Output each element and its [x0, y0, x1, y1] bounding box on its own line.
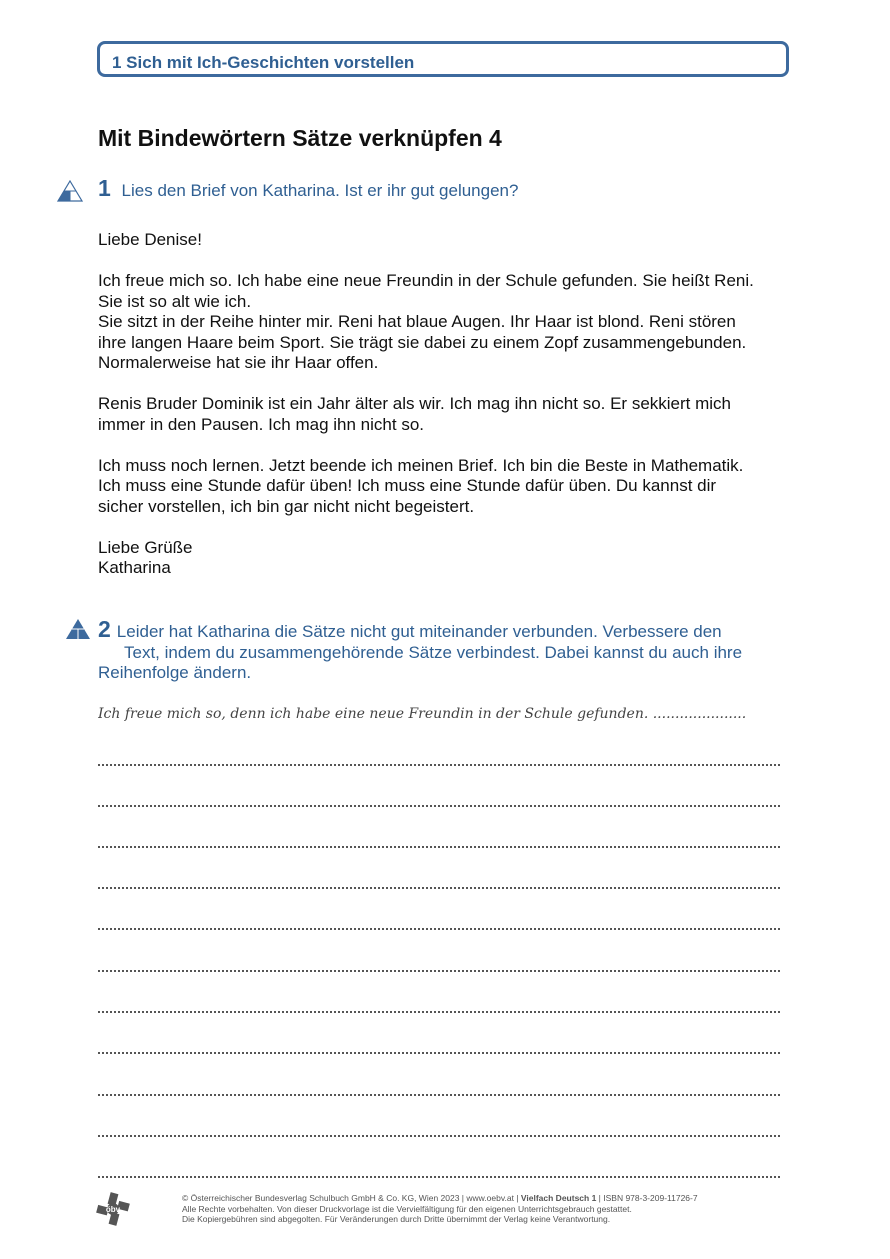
- letter-line: sicher vorstellen, ich bin gar nicht nicht begeistert.: [98, 496, 475, 516]
- letter: [98, 230, 798, 579]
- footer-rights: Alle Rechte vorbehalten. Von dieser Druckvorlage ist die Vervielfältigung für den eigenen Unterrichtsgebrauch gestattet.: [182, 1203, 632, 1214]
- letter-line: ihre langen Haare beim Sport. Sie trägt sie dabei zu einem Zopf zusammengebunden.: [98, 332, 747, 352]
- answer-line[interactable]: [98, 1176, 780, 1178]
- difficulty-level-2-icon: [65, 618, 91, 640]
- example-answer: Ich freue mich so, denn ich habe eine neue Freundin in der Schule gefunden. .....................: [98, 706, 747, 722]
- answer-line[interactable]: [98, 764, 780, 766]
- footer: [182, 1193, 698, 1225]
- letter-line: Sie sitzt in der Reihe hinter mir. Reni hat blaue Augen. Ihr Haar ist blond. Reni stören: [98, 312, 736, 331]
- letter-line: Ich freue mich so. Ich habe eine neue Freundin in der Schule gefunden. Sie heißt Reni.: [98, 271, 754, 290]
- answer-line[interactable]: [98, 970, 780, 972]
- letter-line: Sie ist so alt wie ich.: [98, 291, 252, 311]
- letter-signature: Katharina: [98, 558, 171, 577]
- footer-copyright: © Österreichischer Bundesverlag Schulbuch GmbH & Co. KG, Wien 2023 | www.oebv.at |: [182, 1193, 521, 1203]
- task-2-instruction-line-3: Reihenfolge ändern.: [98, 663, 252, 682]
- letter-closing: [98, 538, 798, 579]
- letter-line: Ich muss eine Stunde dafür üben! Ich muss eine Stunde dafür üben. Du kannst dir: [98, 476, 717, 495]
- chapter-title: 1 Sich mit Ich-Geschichten vorstellen: [112, 53, 415, 72]
- letter-greeting: Liebe Denise!: [98, 230, 202, 249]
- task-2-number: 2: [98, 616, 111, 642]
- answer-line[interactable]: [98, 887, 780, 889]
- task-1-number: 1: [98, 175, 111, 201]
- task-2-instruction-line-2: Text, indem du zusammengehörende Sätze verbindest. Dabei kannst du auch ihre: [124, 642, 743, 662]
- task-1-instruction: Lies den Brief von Katharina. Ist er ihr gut gelungen?: [121, 181, 519, 200]
- answer-line[interactable]: [98, 1052, 780, 1054]
- answer-line[interactable]: [98, 805, 780, 807]
- chapter-header: [97, 41, 789, 77]
- oebv-logo-icon: [96, 1192, 130, 1226]
- page-title: Mit Bindewörtern Sätze verknüpfen 4: [98, 125, 502, 151]
- letter-line: Renis Bruder Dominik ist ein Jahr älter als wir. Ich mag ihn nicht so. Er sekkiert mich: [98, 394, 732, 413]
- task-2: [98, 616, 788, 684]
- footer-disclaimer: Die Kopiergebühren sind abgegolten. Für Veränderungen durch Dritte übernimmt der Verlag keine Verantwortung.: [182, 1214, 611, 1224]
- answer-line[interactable]: [98, 928, 780, 930]
- letter-line: immer in den Pausen. Ich mag ihn nicht so.: [98, 414, 424, 434]
- letter-paragraph-2: [98, 394, 798, 435]
- logo-text: öbv: [105, 1205, 121, 1214]
- task-1: [98, 175, 798, 202]
- footer-book-title: Vielfach Deutsch 1: [520, 1193, 597, 1203]
- letter-paragraph-3: [98, 456, 798, 518]
- footer-isbn: | ISBN 978-3-209-11726-7: [596, 1193, 698, 1203]
- letter-paragraph-1: [98, 271, 798, 374]
- answer-line[interactable]: [98, 1011, 780, 1013]
- answer-line[interactable]: [98, 846, 780, 848]
- letter-line: Normalerweise hat sie ihr Haar offen.: [98, 353, 379, 372]
- task-2-instruction-line-1: Leider hat Katharina die Sätze nicht gut miteinander verbunden. Verbessere den: [116, 622, 722, 641]
- answer-line[interactable]: [98, 1135, 780, 1137]
- difficulty-level-1-icon: [57, 180, 83, 202]
- letter-line: Ich muss noch lernen. Jetzt beende ich meinen Brief. Ich bin die Beste in Mathematik.: [98, 455, 744, 475]
- answer-line[interactable]: [98, 1094, 780, 1096]
- letter-closing-text: Liebe Grüße: [98, 537, 193, 557]
